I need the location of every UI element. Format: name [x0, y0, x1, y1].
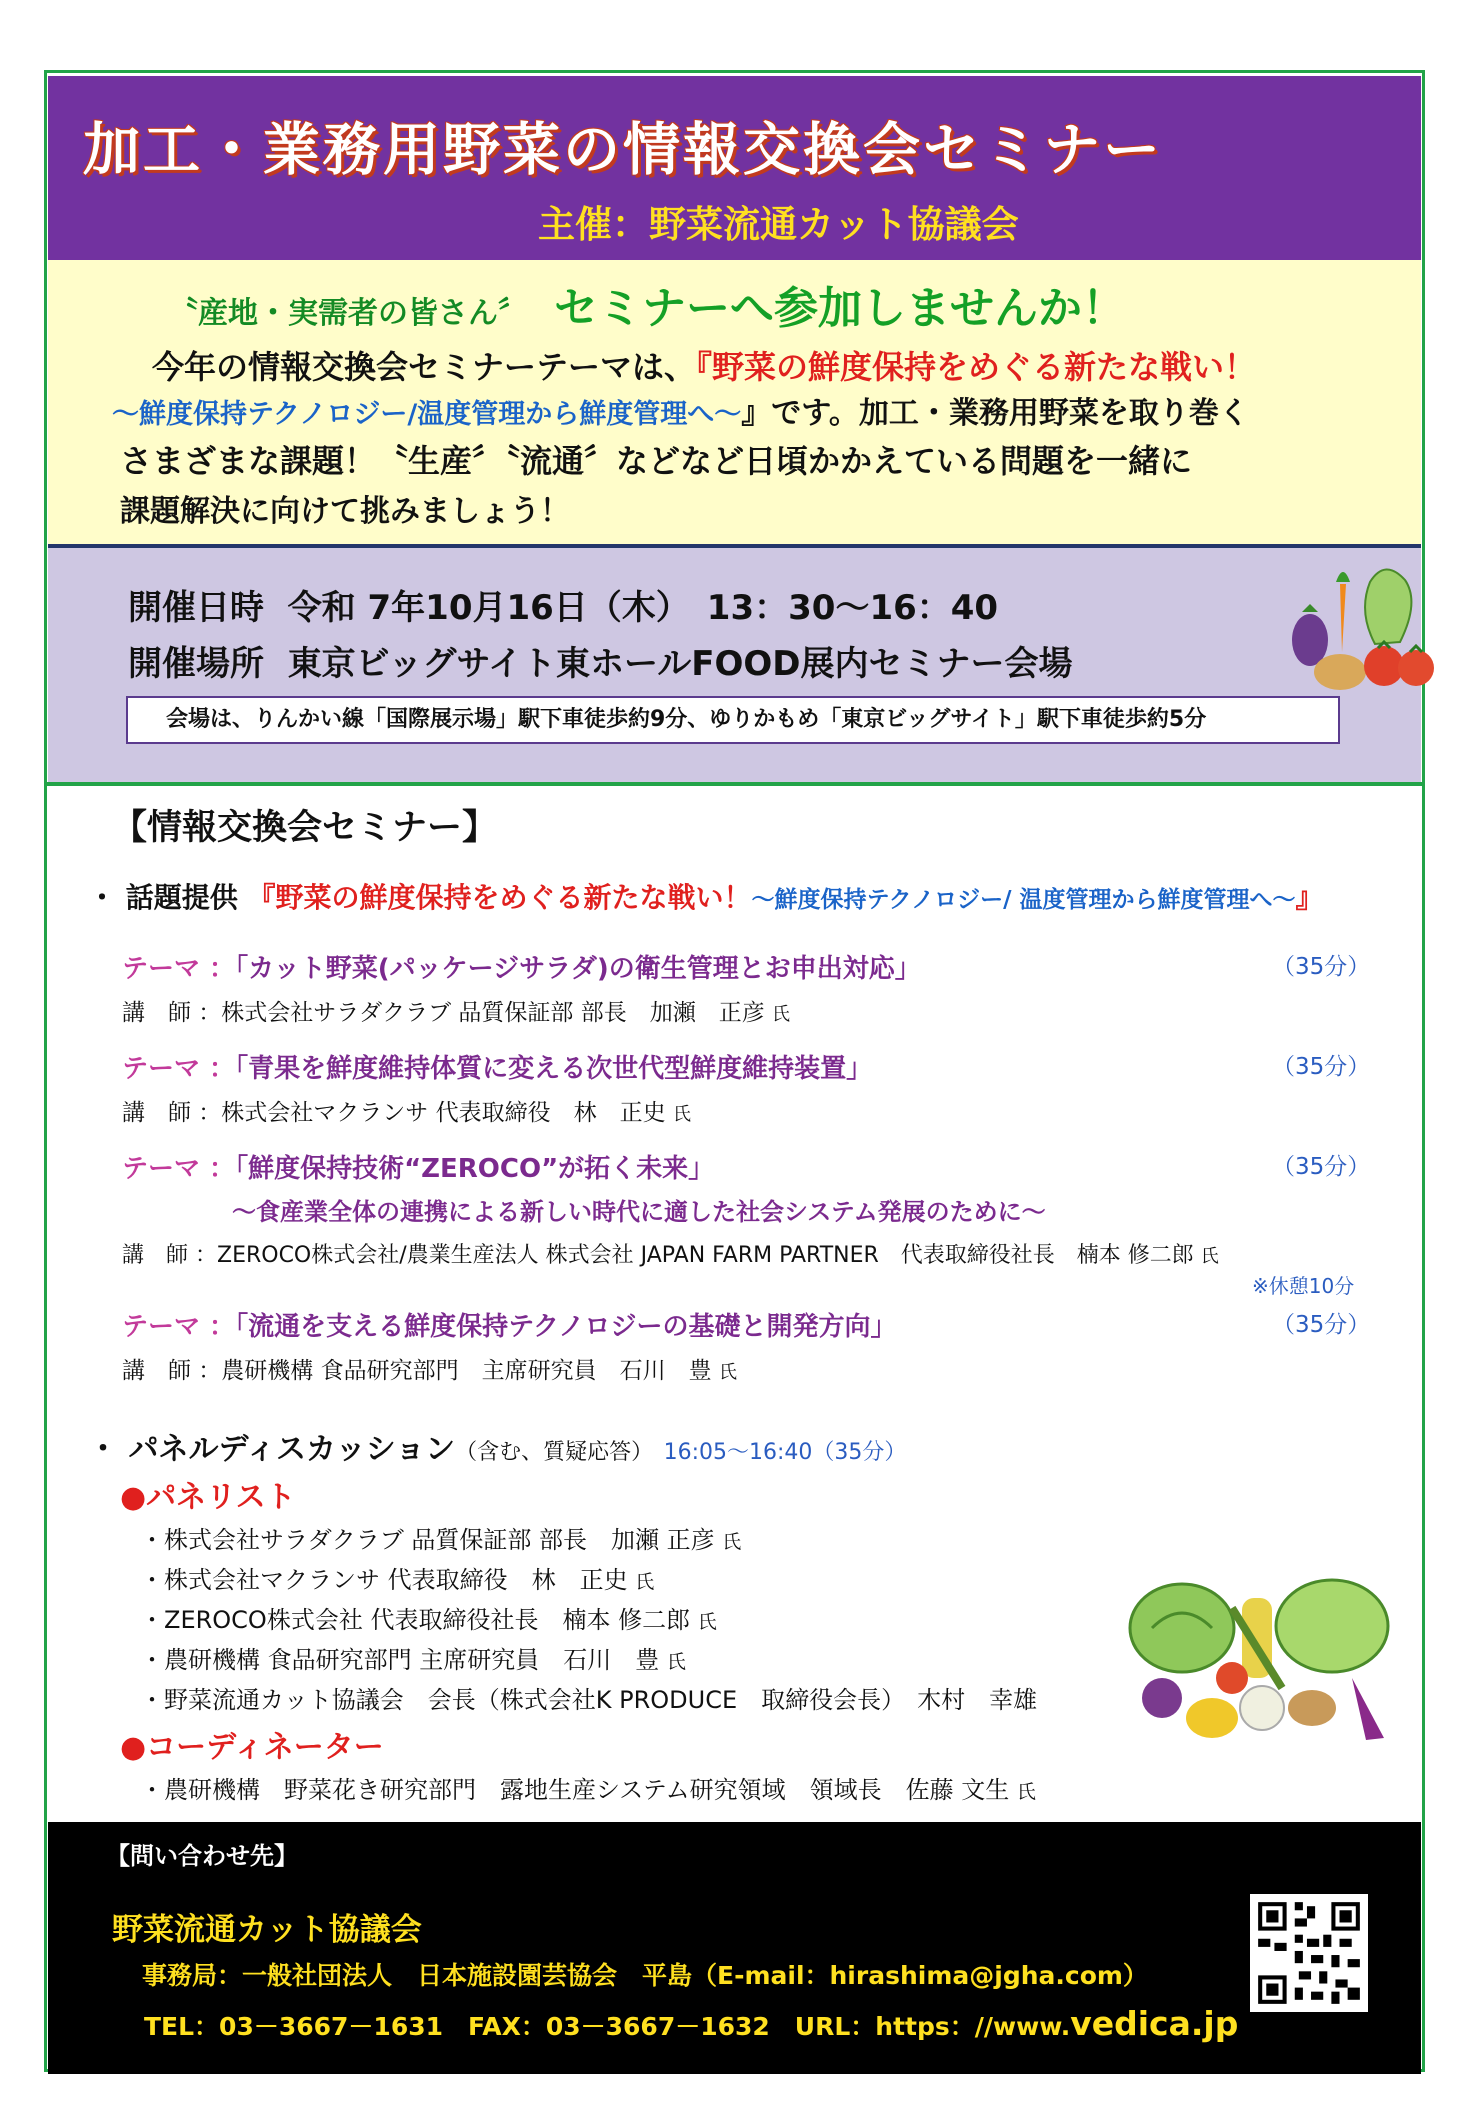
theme-title: 「流通を支える鮮度保持テクノロジーの基礎と開発方向」 [235, 1312, 897, 1342]
intro-line-1-text: 今年の情報交換会セミナーテーマは、 [152, 348, 697, 386]
invite-prefix: 〝産地・実需者の皆さん〞 [168, 296, 528, 331]
lecturer-honorific: 氏 [672, 1104, 691, 1125]
theme-title: 「青果を鮮度維持体質に変える次世代型鮮度維持装置」 [235, 1054, 873, 1084]
qr-code-icon[interactable] [1250, 1894, 1368, 2012]
lecturer-honorific: 氏 [718, 1362, 737, 1383]
date-value: 令和 7年10月16日（木） 13：30～16：40 [287, 588, 999, 628]
invite-line [168, 272, 1126, 336]
panel-time: 16:05～16:40（35分） [663, 1440, 907, 1465]
theme-lead: テーマ ： [122, 1154, 236, 1184]
panelist-text: ・株式会社マクランサ 代表取締役 林 正史 [140, 1566, 628, 1594]
panelist-2 [140, 1560, 654, 1595]
theme-lead: テーマ ： [122, 1312, 236, 1342]
panelist-honorific: 氏 [635, 1571, 655, 1593]
panelist-text: ・ZEROCO株式会社 代表取締役社長 楠本 修二郎 [140, 1606, 691, 1634]
intro-theme-red: 『野菜の鮮度保持をめぐる新たな戦い！ [696, 348, 1257, 386]
lecturer-honorific: 氏 [772, 1004, 791, 1025]
contact-office: 事務局：一般社団法人 日本施設園芸協会 平島（E-mail：hirashima@jgha.com） [142, 1961, 1148, 1990]
panel-note: （含む、質疑応答） [455, 1440, 654, 1465]
page-title: 加工・業務用野菜の情報交換会セミナー [83, 117, 1163, 183]
event-date [128, 580, 998, 629]
theme-3 [122, 1148, 1371, 1185]
topic-line [88, 876, 1324, 916]
coordinator-text: ・農研機構 野菜花き研究部門 露地生産システム研究領域 領域長 佐藤 文生 [140, 1776, 1010, 1804]
theme-2 [122, 1048, 1371, 1085]
contact-tel-text: TEL：03－3667－1631 FAX：03－3667－1632 URL：https：//www. [144, 2012, 1071, 2041]
vegetables-illustration [1280, 562, 1440, 698]
coordinator-honorific: 氏 [1016, 1781, 1036, 1803]
theme-duration: （35分） [1272, 1312, 1371, 1338]
theme-3-subtitle: ～食産業全体の連携による新しい時代に適した社会システム発展のために～ [232, 1198, 1046, 1226]
lecturer-honorific: 氏 [1200, 1246, 1219, 1267]
lecturer-4 [122, 1352, 737, 1385]
topic-blue: ～鮮度保持テクノロジー/ 温度管理から鮮度管理へ～ [751, 887, 1296, 913]
panelist-honorific: 氏 [666, 1651, 686, 1673]
venue-label: 開催場所 [128, 644, 264, 684]
contact-box [48, 1822, 1421, 2074]
topic-label: ・ 話題提供 [88, 881, 238, 914]
theme-lead: テーマ ： [122, 1054, 236, 1084]
intro-line-2-text: 』です。加工・業務用野菜を取り巻く [741, 396, 1249, 431]
intro-line-3: さまざまな課題！〝生産〞〝流通〞などなど日頃かかえている問題を一緒に [120, 442, 1193, 480]
contact-tel [144, 2004, 1238, 2043]
coordinator-title: ●コーディネーター [120, 1730, 384, 1765]
theme-lead: テーマ ： [122, 954, 236, 984]
contact-label: 【問い合わせ先】 [106, 1842, 298, 1870]
lecturer-text: 講 師 ：ZEROCO株式会社/農業生産法人 株式会社 JAPAN FARM PARTNER 代表取締役社長 楠本 修二郎 [122, 1243, 1194, 1268]
lecturer-2 [122, 1094, 691, 1127]
lecturer-text: 講 師 ：株式会社マクランサ 代表取締役 林 正史 [122, 1100, 666, 1126]
panelist-text: ・株式会社サラダクラブ 品質保証部 部長 加瀬 正彦 [140, 1526, 715, 1554]
access-note: 会場は、りんかい線「国際展示場」駅下車徒歩約9分、ゆりかもめ「東京ビッグサイト」駅下車徒歩約5分 [126, 696, 1340, 744]
vegetables-basket-illustration [1122, 1568, 1398, 1752]
theme-duration: （35分） [1272, 1154, 1371, 1180]
venue-value: 東京ビッグサイト東ホールFOOD展内セミナー会場 [287, 644, 1073, 684]
theme-duration: （35分） [1272, 1054, 1371, 1080]
topic-red: 『野菜の鮮度保持をめぐる新たな戦い！ [247, 881, 752, 914]
intro-box [48, 260, 1421, 550]
topic-close: 』 [1295, 881, 1324, 914]
date-label: 開催日時 [128, 588, 264, 628]
theme-title: 「カット野菜(パッケージサラダ)の衛生管理とお申出対応」 [235, 954, 921, 984]
theme-title: 「鮮度保持技術“ZEROCO”が拓く未来」 [235, 1154, 715, 1184]
intro-theme-blue: ～鮮度保持テクノロジー/温度管理から鮮度管理へ～ [112, 399, 742, 430]
theme-4 [122, 1306, 1371, 1343]
intro-line-2 [112, 388, 1249, 432]
event-venue [128, 636, 1073, 685]
contact-org: 野菜流通カット協議会 [112, 1912, 422, 1948]
panelist-text: ・農研機構 食品研究部門 主席研究員 石川 豊 [140, 1646, 660, 1674]
lecturer-1 [122, 994, 790, 1027]
event-info [48, 548, 1421, 782]
panelist-honorific: 氏 [697, 1611, 717, 1633]
panel-label: ・ パネルディスカッション [88, 1432, 456, 1467]
intro-line-1 [152, 342, 1256, 388]
panelist-honorific: 氏 [722, 1531, 742, 1553]
break-note: ※休憩10分 [1252, 1274, 1355, 1298]
intro-line-4: 課題解決に向けて挑みましょう！ [120, 494, 570, 529]
panelists-title: ●パネリスト [120, 1480, 296, 1515]
seminar-title: 【情報交換会セミナー】 [112, 808, 498, 848]
coordinator [140, 1770, 1036, 1805]
theme-duration: （35分） [1272, 954, 1371, 980]
panelist-3 [140, 1600, 717, 1635]
panelist-1 [140, 1520, 741, 1555]
invite-main: セミナーへ参加しませんか！ [554, 283, 1126, 334]
organizer: 主催：野菜流通カット協議会 [538, 203, 1019, 246]
website-link[interactable]: vedica.jp [1070, 2004, 1239, 2043]
panelist-5 [140, 1680, 1037, 1715]
header-banner [48, 76, 1421, 260]
panelist-4 [140, 1640, 686, 1675]
lecturer-text: 講 師 ：株式会社サラダクラブ 品質保証部 部長 加瀬 正彦 [122, 1000, 765, 1026]
panel-discussion [88, 1424, 906, 1468]
lecturer-3 [122, 1238, 1219, 1269]
lecturer-text: 講 師 ：農研機構 食品研究部門 主席研究員 石川 豊 [122, 1358, 712, 1384]
theme-1 [122, 948, 1371, 985]
panelist-text: ・野菜流通カット協議会 会長（株式会社K PRODUCE 取締役会長） 木村 幸雄 [140, 1686, 1038, 1714]
